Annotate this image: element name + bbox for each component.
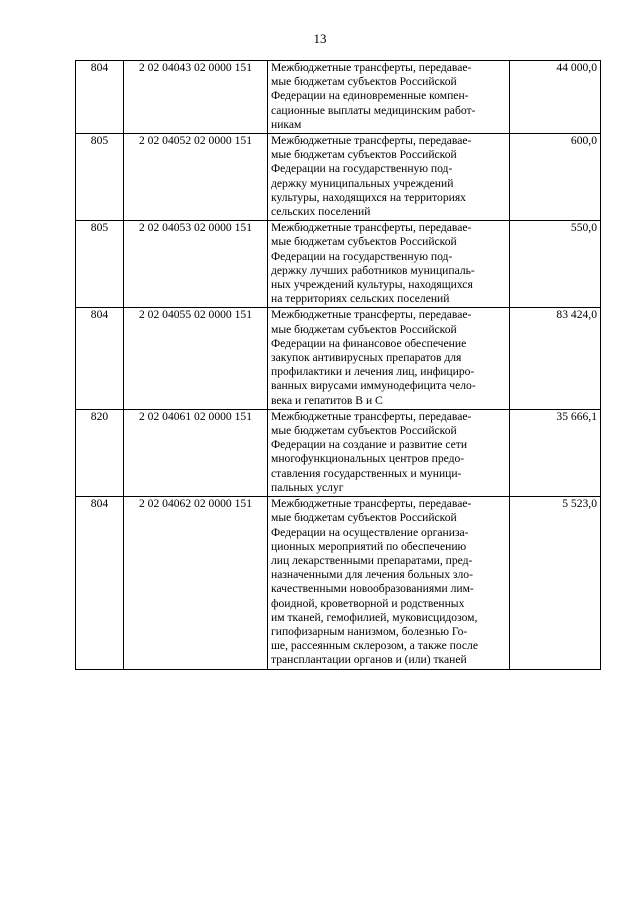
description-line: мые бюджетам субъектов Российской bbox=[271, 322, 457, 336]
description-line: Межбюджетные трансферты, передавае- bbox=[271, 61, 472, 74]
description-line: качественными новообразованиями лим- bbox=[271, 582, 474, 596]
description-line: Федерации на создание и развитие сети bbox=[271, 438, 468, 452]
description-line: мые бюджетам субъектов Российской bbox=[271, 424, 457, 438]
description-line: многофункциональных центров предо- bbox=[271, 452, 465, 466]
description-line: Федерации на финансовое обеспечение bbox=[271, 336, 467, 350]
table-row bbox=[76, 409, 601, 496]
budget-classification-code-cell: 2 02 04043 02 0000 151 bbox=[124, 61, 268, 134]
page-number: 13 bbox=[313, 31, 327, 46]
description-line: Межбюджетные трансферты, передавае- bbox=[271, 134, 472, 148]
description-line: на территориях сельских поселений bbox=[271, 292, 450, 306]
description-line: мые бюджетам субъектов Российской bbox=[271, 75, 457, 89]
description-line: ше, рассеянным склерозом, а также после bbox=[271, 639, 478, 653]
description-line: Федерации на единовременные компен- bbox=[271, 89, 469, 103]
description-line: культуры, находящихся на территориях bbox=[271, 190, 466, 204]
description-line: сационные выплаты медицинским работ- bbox=[271, 103, 476, 117]
table-row bbox=[76, 497, 601, 669]
amount-cell: 550,0 bbox=[510, 221, 601, 308]
table-body bbox=[76, 61, 601, 670]
description-line: мые бюджетам субъектов Российской bbox=[271, 148, 457, 162]
description-line: сельских поселений bbox=[271, 205, 371, 219]
description-line: Федерации на государственную под- bbox=[271, 249, 453, 263]
description-line: ставления государственных и муници- bbox=[271, 466, 462, 480]
description-line: фоидной, кроветворной и родственных bbox=[271, 596, 465, 610]
amount-cell: 35 666,1 bbox=[510, 409, 601, 496]
table-row bbox=[76, 134, 601, 221]
budget-classification-code-cell: 2 02 04052 02 0000 151 bbox=[124, 134, 268, 221]
description-line: гипофизарным нанизмом, болезнью Го- bbox=[271, 624, 468, 638]
budget-classification-code-cell: 2 02 04055 02 0000 151 bbox=[124, 308, 268, 409]
amount-cell: 44 000,0 bbox=[510, 61, 601, 134]
budget-table bbox=[75, 60, 601, 670]
description-line: держку муниципальных учреждений bbox=[271, 176, 454, 190]
budget-classification-code-cell: 2 02 04062 02 0000 151 bbox=[124, 497, 268, 669]
description-line: закупок антивирусных препаратов для bbox=[271, 351, 462, 365]
budget-classification-code-cell: 2 02 04061 02 0000 151 bbox=[124, 409, 268, 496]
description-line: никам bbox=[271, 117, 302, 131]
description-line: Межбюджетные трансферты, передавае- bbox=[271, 308, 472, 322]
description-line: мые бюджетам субъектов Российской bbox=[271, 511, 457, 525]
amount-cell: 5 523,0 bbox=[510, 497, 601, 669]
amount-cell: 600,0 bbox=[510, 134, 601, 221]
description-line: Межбюджетные трансферты, передавае- bbox=[271, 409, 472, 423]
admin-code-cell: 805 bbox=[76, 221, 124, 308]
description-line: мые бюджетам субъектов Российской bbox=[271, 235, 457, 249]
table-row bbox=[76, 61, 601, 134]
description-line: века и гепатитов В и С bbox=[271, 393, 383, 407]
description-line: трансплантации органов и (или) тканей bbox=[271, 653, 467, 667]
admin-code-cell: 804 bbox=[76, 308, 124, 409]
transfer-description-cell bbox=[268, 497, 510, 669]
admin-code-cell: 805 bbox=[76, 134, 124, 221]
description-line: ванных вирусами иммунодефицита чело- bbox=[271, 379, 476, 393]
description-line: Межбюджетные трансферты, передавае- bbox=[271, 221, 472, 235]
amount-cell: 83 424,0 bbox=[510, 308, 601, 409]
description-line: ных учреждений культуры, находящихся bbox=[271, 278, 473, 292]
transfer-description-cell bbox=[268, 61, 510, 134]
description-line: Федерации на осуществление организа- bbox=[271, 525, 469, 539]
transfer-description-cell bbox=[268, 221, 510, 308]
admin-code-cell: 820 bbox=[76, 409, 124, 496]
description-line: профилактики и лечения лиц, инфициро- bbox=[271, 365, 475, 379]
transfer-description-cell bbox=[268, 308, 510, 409]
description-line: Межбюджетные трансферты, передавае- bbox=[271, 497, 472, 511]
transfer-description-cell bbox=[268, 134, 510, 221]
table-row bbox=[76, 221, 601, 308]
description-line: им тканей, гемофилией, муковисцидозом, bbox=[271, 610, 478, 624]
description-line: держку лучших работников муниципаль- bbox=[271, 263, 475, 277]
description-line: ционных мероприятий по обеспечению bbox=[271, 539, 467, 553]
budget-classification-code-cell: 2 02 04053 02 0000 151 bbox=[124, 221, 268, 308]
admin-code-cell: 804 bbox=[76, 497, 124, 669]
admin-code-cell: 804 bbox=[76, 61, 124, 134]
transfer-description-cell bbox=[268, 409, 510, 496]
description-line: Федерации на государственную под- bbox=[271, 162, 453, 176]
description-line: назначенными для лечения больных зло- bbox=[271, 568, 473, 582]
description-line: лиц лекарственными препаратами, пред- bbox=[271, 553, 473, 567]
table-row bbox=[76, 308, 601, 409]
description-line: пальных услуг bbox=[271, 480, 344, 494]
